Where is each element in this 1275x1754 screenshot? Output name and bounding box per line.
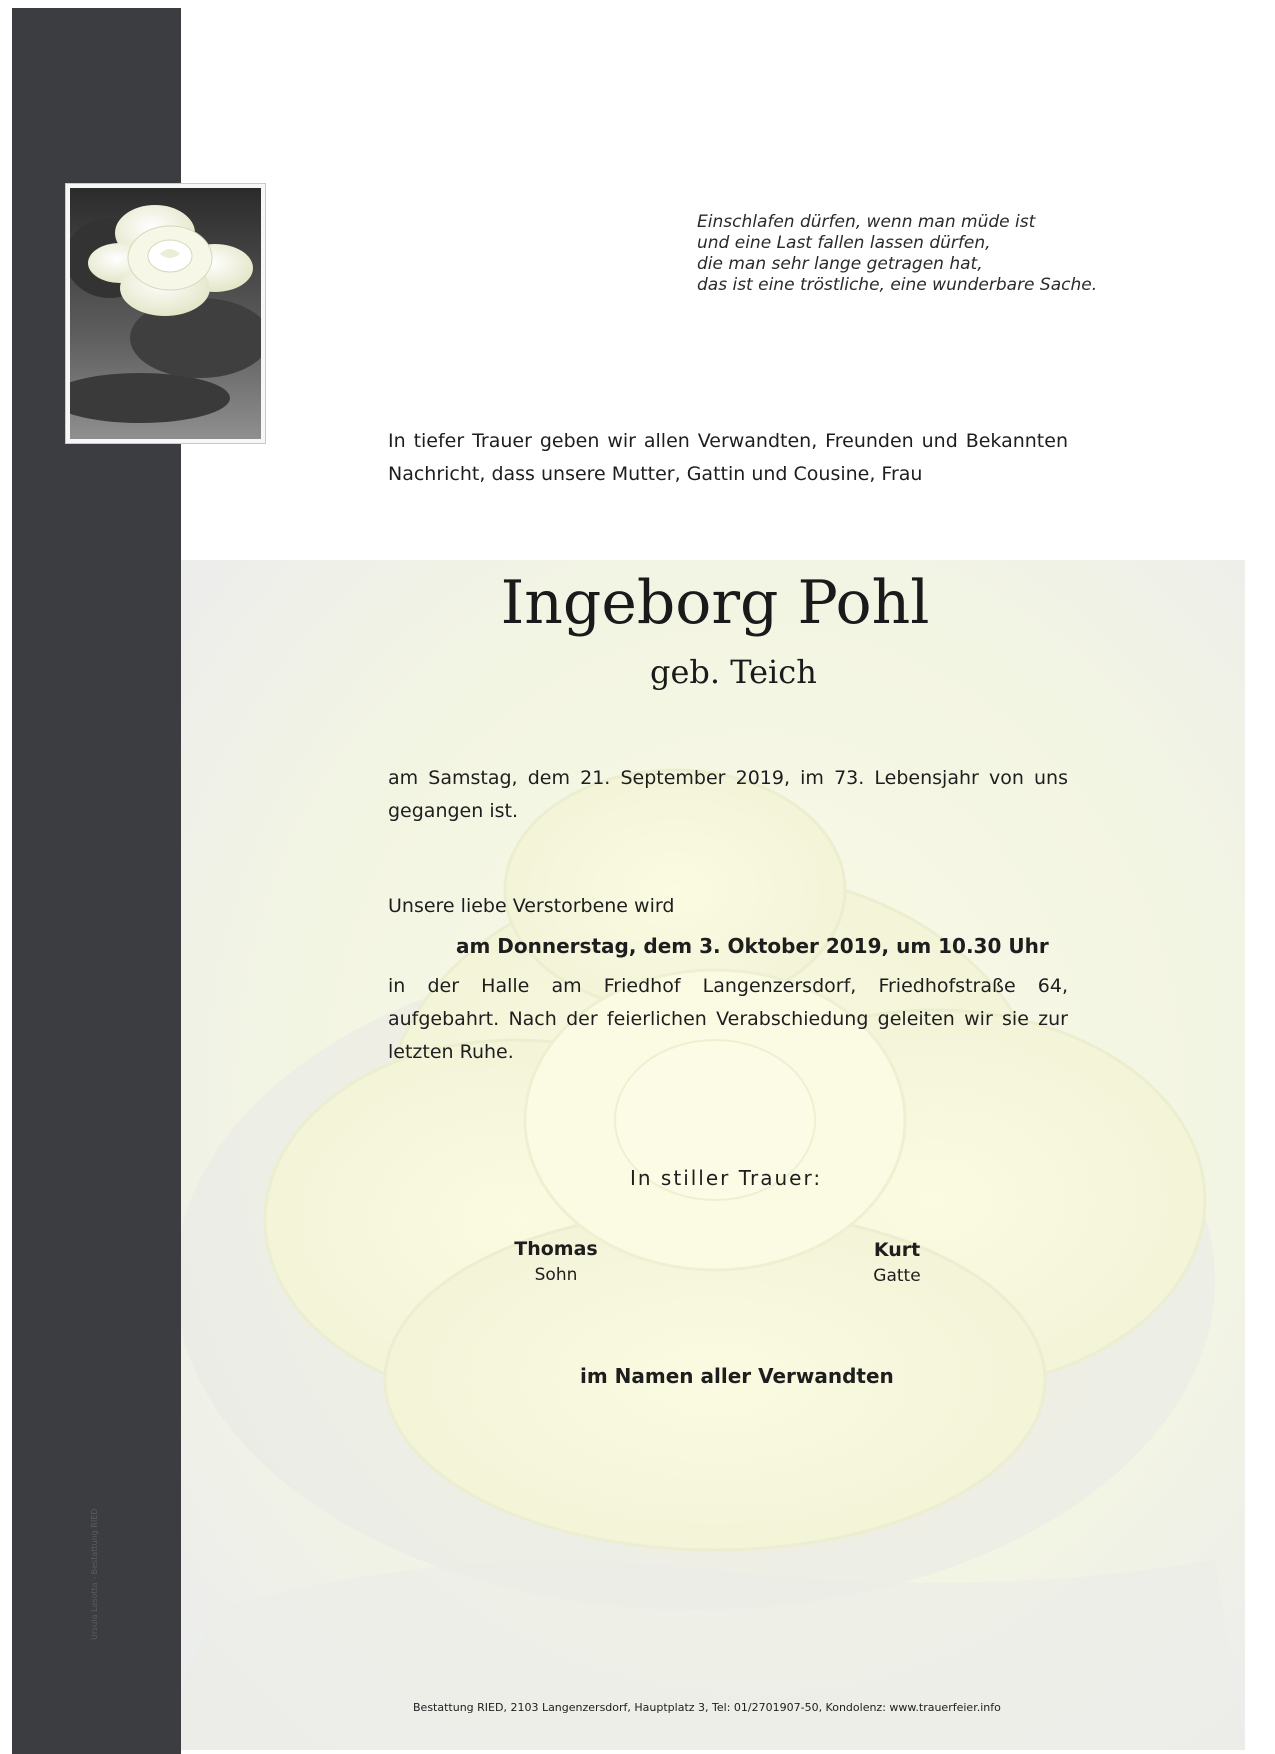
- mourner-name: Thomas: [514, 1238, 598, 1260]
- rose-icon: [70, 188, 261, 439]
- background-rose-image: [155, 560, 1245, 1750]
- quote: [697, 212, 1197, 296]
- intro-paragraph: In tiefer Trauer geben wir allen Verwandten, Freunden und Bekannten Nachricht, dass unsere Mutter, Gattin und Cousine, Frau: [388, 430, 1068, 485]
- deceased-name: Ingeborg Pohl: [500, 568, 930, 638]
- mourner: [476, 1236, 636, 1288]
- mourner-name: Kurt: [873, 1239, 921, 1261]
- mourner-relation: Gatte: [873, 1266, 921, 1286]
- lying-in-state-date: am Donnerstag, dem 3. Oktober 2019, um 10.30 Uhr: [456, 934, 1049, 958]
- quote-line: das ist eine tröstliche, eine wunderbare Sache.: [697, 275, 1098, 295]
- death-date-paragraph: am Samstag, dem 21. September 2019, im 73. Lebensjahr von uns gegangen ist.: [388, 767, 1068, 822]
- quote-line: die man sehr lange getragen hat,: [697, 254, 983, 274]
- rose-photo: [65, 183, 266, 444]
- birth-name: geb. Teich: [650, 653, 817, 691]
- footer-contact: Bestattung RIED, 2103 Langenzersdorf, Hauptplatz 3, Tel: 01/2701907-50, Kondolenz: www.trauerfeier.info: [413, 1701, 1001, 1714]
- mourner-relation: Sohn: [534, 1265, 578, 1285]
- lying-in-state-intro: Unsere liebe Verstorbene wird: [388, 895, 675, 917]
- quote-line: Einschlafen dürfen, wenn man müde ist: [697, 212, 1036, 232]
- side-credit: Ursula Lasotta - Bestattung RIED: [90, 1508, 99, 1640]
- mourner: [817, 1237, 977, 1289]
- lying-in-state-details: in der Halle am Friedhof Langenzersdorf, Friedhofstraße 64, aufgebahrt. Nach der feierlichen Verabschiedung geleiten wir sie zur letzten Ruhe.: [388, 975, 1068, 1063]
- mourning-title: In stiller Trauer:: [630, 1166, 823, 1190]
- quote-line: und eine Last fallen lassen dürfen,: [697, 233, 991, 253]
- relatives-line: im Namen aller Verwandten: [580, 1364, 894, 1388]
